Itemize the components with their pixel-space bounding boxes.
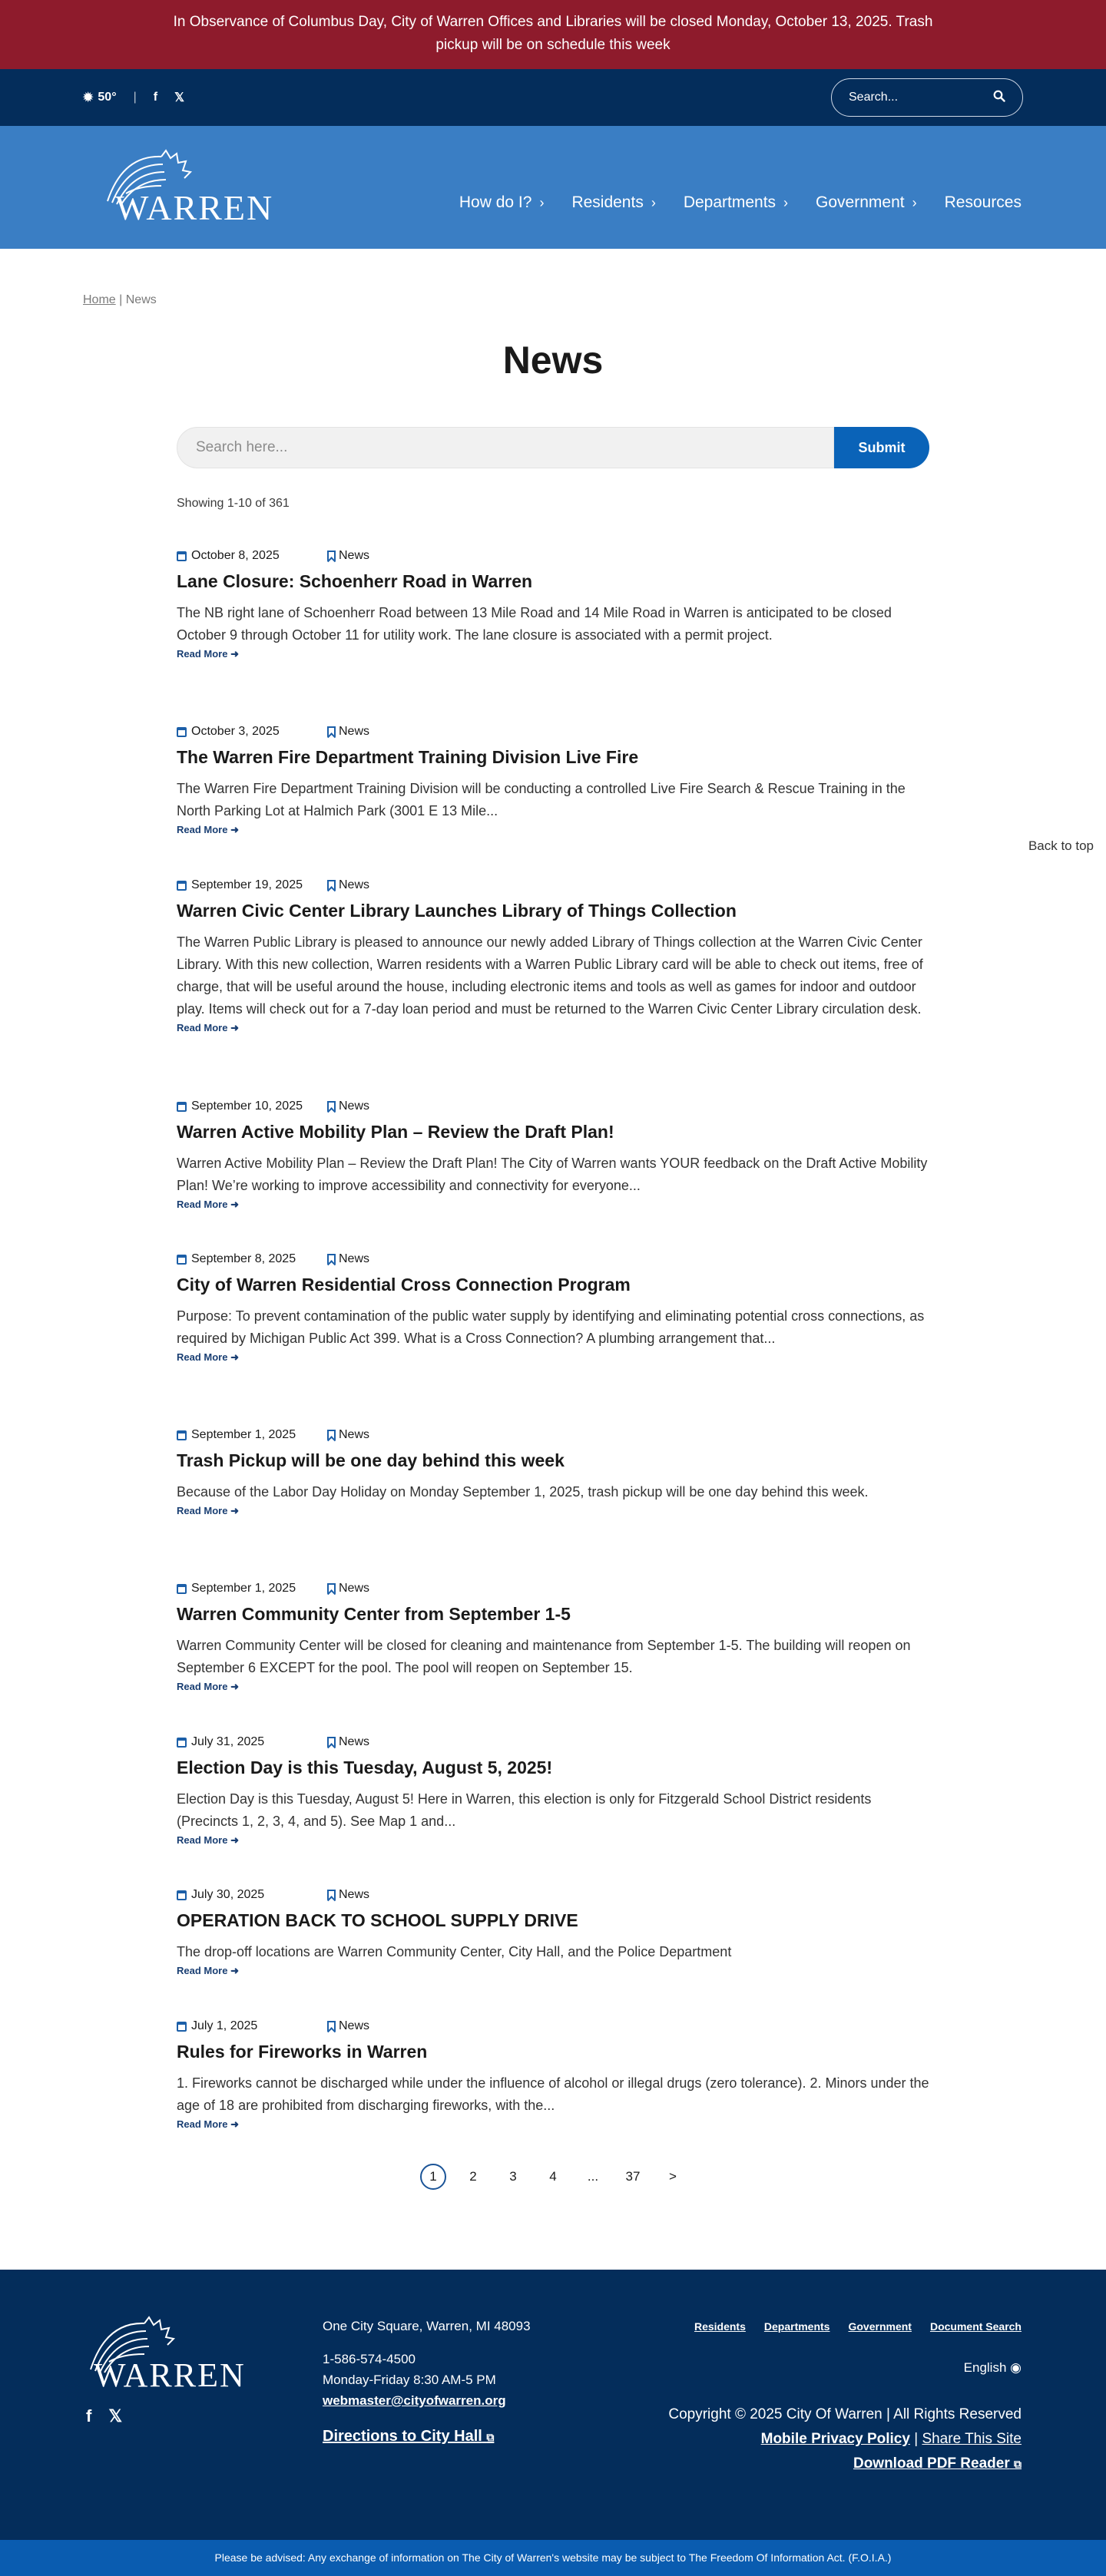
category-text: News [339, 725, 370, 738]
news-excerpt: The drop-off locations are Warren Community Center, City Hall, and the Police Department [177, 1944, 732, 1959]
arrow-right-icon: ➜ [230, 1834, 239, 1846]
chevron-right-icon: › [783, 194, 789, 210]
news-date [177, 1252, 327, 1266]
calendar-icon [177, 2022, 187, 2032]
nav-label: Residents [571, 193, 644, 211]
page-ellipsis: ... [587, 2169, 599, 2184]
x-twitter-icon[interactable]: 𝕏 [108, 2406, 123, 2426]
breadcrumb-home-link[interactable]: Home [83, 293, 116, 306]
news-excerpt: Warren Active Mobility Plan – Review the Draft Plan! The City of Warren wants YOUR feedback on the Draft Active Mobility Plan! We’re working to improve accessibility and connectivity for everyone... [177, 1156, 928, 1193]
read-more-link[interactable] [177, 2118, 239, 2131]
download-pdf-reader-link[interactable] [668, 2455, 1022, 2472]
news-category[interactable] [327, 1100, 369, 1113]
directions-label: Directions to City Hall [323, 2428, 482, 2445]
date-text: July 31, 2025 [191, 1735, 265, 1748]
divider: | [914, 2431, 919, 2447]
page-4-button[interactable]: 4 [549, 2169, 557, 2184]
news-category[interactable] [327, 2019, 369, 2033]
footer-link-residents[interactable]: Residents [694, 2320, 746, 2333]
footer-email-link[interactable]: webmaster@cityofwarren.org [323, 2393, 506, 2408]
news-item [177, 878, 929, 1035]
category-text: News [339, 1100, 370, 1113]
news-category[interactable] [327, 1428, 369, 1442]
news-meta [177, 1099, 929, 1114]
footer-links [668, 2320, 1022, 2333]
date-text: October 3, 2025 [191, 725, 280, 738]
news-title-link[interactable]: Warren Civic Center Library Launches Library of Things Collection [177, 901, 737, 921]
news-date [177, 1582, 327, 1596]
page-1-button[interactable]: 1 [420, 2164, 446, 2190]
news-meta [177, 1887, 929, 1903]
footer-link-document-search[interactable]: Document Search [929, 2320, 1022, 2333]
footer-warren-logo[interactable] [83, 2316, 271, 2392]
category-text: News [339, 1735, 370, 1748]
read-more-link[interactable] [177, 1505, 239, 1517]
arrow-right-icon: ➜ [230, 1505, 239, 1516]
read-more-label: Read More [177, 1022, 228, 1033]
bookmark-icon [327, 1737, 336, 1748]
footer-contact [323, 2316, 531, 2448]
category-text: News [339, 549, 370, 562]
calendar-icon [177, 1584, 187, 1594]
read-more-label: Read More [177, 824, 228, 835]
category-text: News [339, 1888, 370, 1901]
news-search-form [177, 427, 929, 468]
foia-notice: Please be advised: Any exchange of information on The City of Warren's website may be subject to The Freedom Of Information Act. (F.O.I.A.) [0, 2540, 1106, 2576]
pdf-reader-label: Download PDF Reader [853, 2455, 1010, 2472]
category-text: News [339, 1252, 370, 1265]
external-link-icon: ⧉ [486, 2431, 495, 2443]
read-more-link[interactable] [177, 1834, 239, 1847]
bookmark-icon [327, 1254, 336, 1265]
date-text: September 10, 2025 [191, 1100, 303, 1113]
footer-social [86, 2406, 122, 2426]
news-meta [177, 1427, 929, 1443]
bookmark-icon [327, 726, 336, 737]
share-site-link[interactable]: Share This Site [922, 2431, 1022, 2447]
breadcrumb [83, 293, 157, 307]
breadcrumb-separator: | [119, 293, 123, 306]
page-37-button[interactable]: 37 [625, 2169, 641, 2184]
arrow-right-icon: ➜ [230, 648, 239, 660]
site-search-input[interactable] [831, 78, 1023, 117]
date-text: September 19, 2025 [191, 878, 303, 891]
next-page-button[interactable]: > [669, 2169, 677, 2184]
arrow-right-icon: ➜ [230, 1022, 239, 1033]
news-excerpt: Warren Community Center will be closed for cleaning and maintenance from September 1-5. The building will reopen on September 6 EXCEPT for the pool. The pool will reopen on September 15. [177, 1638, 911, 1675]
page-3-button[interactable]: 3 [509, 2169, 517, 2184]
bookmark-icon [327, 2021, 336, 2032]
news-title-link[interactable]: Warren Community Center from September 1-5 [177, 1604, 571, 1624]
arrow-right-icon: ➜ [230, 1681, 239, 1692]
news-excerpt: Because of the Labor Day Holiday on Monday September 1, 2025, trash pickup will be one day behind this week. [177, 1484, 869, 1500]
news-meta [177, 1581, 929, 1596]
news-item [177, 1099, 929, 1212]
calendar-icon [177, 1738, 187, 1748]
nav-government[interactable] [816, 193, 917, 212]
bookmark-icon [327, 1101, 336, 1112]
news-excerpt: The Warren Fire Department Training Division will be conducting a controlled Live Fire Search & Rescue Training in the North Parking Lot at Halmich Park (3001 E 13 Mile... [177, 781, 906, 818]
read-more-label: Read More [177, 1351, 228, 1363]
calendar-icon [177, 1102, 187, 1112]
news-item [177, 1887, 929, 1978]
date-text: July 1, 2025 [191, 2019, 258, 2032]
bookmark-icon [327, 551, 336, 561]
news-search-placeholder: Search here... [196, 439, 288, 455]
news-date [177, 1428, 327, 1442]
date-text: September 1, 2025 [191, 1582, 296, 1595]
read-more-label: Read More [177, 1681, 228, 1692]
nav-label: Departments [683, 193, 777, 211]
news-meta [177, 724, 929, 739]
chevron-right-icon: › [912, 194, 917, 210]
nav-resources[interactable] [945, 193, 1022, 212]
pagination [0, 2164, 1106, 2190]
arrow-right-icon: ➜ [230, 1351, 239, 1363]
news-excerpt: Purpose: To prevent contamination of the public water supply by identifying and eliminating potential cross connections, as required by Michigan Public Act 399. What is a Cross Connection? A plumbing arrangement that... [177, 1308, 925, 1346]
search-icon[interactable] [993, 90, 1005, 106]
news-item [177, 1252, 929, 1364]
footer-right [668, 2320, 1022, 2472]
x-twitter-icon[interactable]: 𝕏 [174, 91, 184, 104]
bookmark-icon [327, 1583, 336, 1594]
news-date [177, 549, 327, 563]
news-category[interactable] [327, 1735, 369, 1749]
news-title-link[interactable]: Lane Closure: Schoenherr Road in Warren [177, 571, 533, 591]
bookmark-icon [327, 1430, 336, 1440]
sun-icon: ✹ [83, 91, 94, 104]
facebook-icon[interactable]: f [86, 2406, 92, 2426]
category-text: News [339, 1428, 370, 1441]
main-nav [459, 126, 1022, 249]
date-text: July 30, 2025 [191, 1888, 265, 1901]
footer-logo-wordmark: WARREN [94, 2356, 246, 2392]
copyright: Copyright © 2025 City Of Warren | All Rights Reserved [668, 2406, 1022, 2422]
news-title-link[interactable]: The Warren Fire Department Training Division Live Fire [177, 747, 639, 767]
page-2-button[interactable]: 2 [469, 2169, 477, 2184]
news-meta [177, 1252, 929, 1267]
read-more-link[interactable] [177, 1199, 239, 1211]
read-more-link[interactable] [177, 1022, 239, 1034]
utility-bar [0, 69, 1106, 126]
news-date [177, 1735, 327, 1749]
nav-departments[interactable] [684, 193, 788, 212]
news-item [177, 548, 929, 661]
calendar-icon [177, 1430, 187, 1440]
category-text: News [339, 878, 370, 891]
category-text: News [339, 2019, 370, 2032]
directions-link[interactable] [323, 2426, 494, 2448]
nav-label: Resources [944, 193, 1022, 211]
news-title-link[interactable]: Warren Active Mobility Plan – Review the Draft Plan! [177, 1122, 614, 1142]
news-date [177, 1888, 327, 1902]
warren-logo[interactable] [92, 147, 292, 227]
news-date [177, 725, 327, 739]
language-label: English [963, 2360, 1007, 2375]
news-title-link[interactable]: Rules for Fireworks in Warren [177, 2042, 428, 2062]
category-text: News [339, 1582, 370, 1595]
read-more-label: Read More [177, 648, 228, 660]
news-title-link[interactable]: Election Day is this Tuesday, August 5, 2025! [177, 1758, 553, 1777]
footer-address: One City Square, Warren, MI 48093 [323, 2319, 531, 2333]
news-excerpt: The NB right lane of Schoenherr Road between 13 Mile Road and 14 Mile Road in Warren is anticipated to be closed October 9 through October 11 for utility work. The lane closure is associated with a permit project. [177, 605, 892, 643]
read-more-link[interactable] [177, 824, 239, 836]
news-date [177, 2019, 327, 2033]
weather-widget [83, 90, 117, 105]
read-more-label: Read More [177, 1199, 228, 1210]
nav-how-do-i[interactable] [459, 193, 545, 212]
page-title: News [502, 339, 604, 382]
news-excerpt: 1. Fireworks cannot be discharged while under the influence of alcohol or illegal drugs (zero tolerance). 2. Minors under the age of 18 are prohibited from discharging fireworks, with the... [177, 2075, 929, 2113]
news-item [177, 1581, 929, 1694]
language-selector[interactable] [668, 2360, 1022, 2376]
calendar-icon [177, 727, 187, 737]
alert-text: In Observance of Columbus Day, City of Warren Offices and Libraries will be closed Monday, October 13, 2025. Trash pickup will be on schedule this week [173, 14, 933, 53]
footer-hours: Monday-Friday 8:30 AM-5 PM [323, 2373, 496, 2387]
news-category[interactable] [327, 1888, 369, 1902]
news-category[interactable] [327, 725, 369, 739]
results-count: Showing 1-10 of 361 [177, 497, 290, 510]
alert-banner [0, 0, 1106, 69]
news-category[interactable] [327, 1252, 369, 1266]
arrow-right-icon: ➜ [230, 1199, 239, 1210]
read-more-label: Read More [177, 2118, 228, 2130]
news-date [177, 878, 327, 892]
news-item [177, 1427, 929, 1518]
news-date [177, 1100, 327, 1113]
news-search-input[interactable] [177, 427, 834, 468]
facebook-icon[interactable]: f [153, 91, 158, 104]
date-text: October 8, 2025 [191, 549, 280, 562]
news-category[interactable] [327, 1582, 369, 1596]
chevron-right-icon: › [651, 194, 656, 210]
chevron-right-icon: › [539, 194, 545, 210]
news-item [177, 724, 929, 837]
date-text: September 8, 2025 [191, 1252, 296, 1265]
news-meta [177, 548, 929, 564]
news-category[interactable] [327, 878, 369, 892]
calendar-icon [177, 1890, 187, 1900]
footer-phone: 1-586-574-4500 [323, 2352, 416, 2366]
read-more-label: Read More [177, 1505, 228, 1516]
date-text: September 1, 2025 [191, 1428, 296, 1441]
external-link-icon: ⧉ [1014, 2458, 1022, 2470]
calendar-icon [177, 881, 187, 891]
read-more-label: Read More [177, 1965, 228, 1976]
site-search-placeholder: Search... [849, 91, 899, 104]
utility-left [83, 90, 184, 105]
news-item [177, 2019, 929, 2131]
globe-icon: ◉ [1010, 2360, 1022, 2375]
news-meta [177, 1734, 929, 1750]
read-more-link[interactable] [177, 1351, 239, 1364]
nav-label: Government [816, 193, 905, 211]
news-category[interactable] [327, 549, 369, 563]
footer-link-government[interactable]: Government [848, 2320, 912, 2333]
site-footer [0, 2270, 1106, 2540]
logo-wordmark: WARREN [115, 188, 274, 227]
news-excerpt: The Warren Public Library is pleased to announce our newly added Library of Things collection at the Warren Civic Center Library. With this new collection, Warren residents with a Warren Public Library card will be able to check out items, free of charge, that will be useful around the house, including electronic items and tools as well as games for indoor and outdoor play. Items will check out for a 7-day loan period and must be returned to the Warren Civic Center Library circulation desk. [177, 934, 923, 1017]
footer-link-departments[interactable]: Departments [763, 2320, 830, 2333]
bookmark-icon [327, 1890, 336, 1900]
nav-residents[interactable] [571, 193, 655, 212]
site-header [0, 126, 1106, 249]
divider: | [133, 91, 137, 104]
read-more-link[interactable] [177, 648, 239, 660]
read-more-link[interactable] [177, 1965, 239, 1977]
calendar-icon [177, 551, 187, 561]
submit-button[interactable]: Submit [834, 427, 929, 468]
news-item [177, 1734, 929, 1847]
calendar-icon [177, 1255, 187, 1265]
news-meta [177, 2019, 929, 2034]
read-more-label: Read More [177, 1834, 228, 1846]
news-excerpt: Election Day is this Tuesday, August 5! Here in Warren, this election is only for Fitzgerald School District residents (Precincts 1, 2, 3, 4, and 5). See Map 1 and... [177, 1791, 872, 1829]
back-to-top-link[interactable]: Back to top [1028, 838, 1094, 853]
arrow-right-icon: ➜ [230, 1965, 239, 1976]
news-title-link[interactable]: City of Warren Residential Cross Connection Program [177, 1275, 631, 1295]
weather-temp: 50° [98, 91, 117, 104]
bookmark-icon [327, 880, 336, 891]
breadcrumb-current: News [125, 293, 157, 306]
arrow-right-icon: ➜ [230, 824, 239, 835]
news-title-link[interactable]: Trash Pickup will be one day behind this week [177, 1450, 565, 1470]
arrow-right-icon: ➜ [230, 2118, 239, 2130]
mobile-privacy-policy-link[interactable]: Mobile Privacy Policy [760, 2431, 910, 2447]
news-title-link[interactable]: OPERATION BACK TO SCHOOL SUPPLY DRIVE [177, 1910, 578, 1930]
nav-label: How do I? [459, 193, 532, 211]
footer-policy-row [668, 2431, 1022, 2448]
read-more-link[interactable] [177, 1681, 239, 1693]
news-meta [177, 878, 929, 893]
